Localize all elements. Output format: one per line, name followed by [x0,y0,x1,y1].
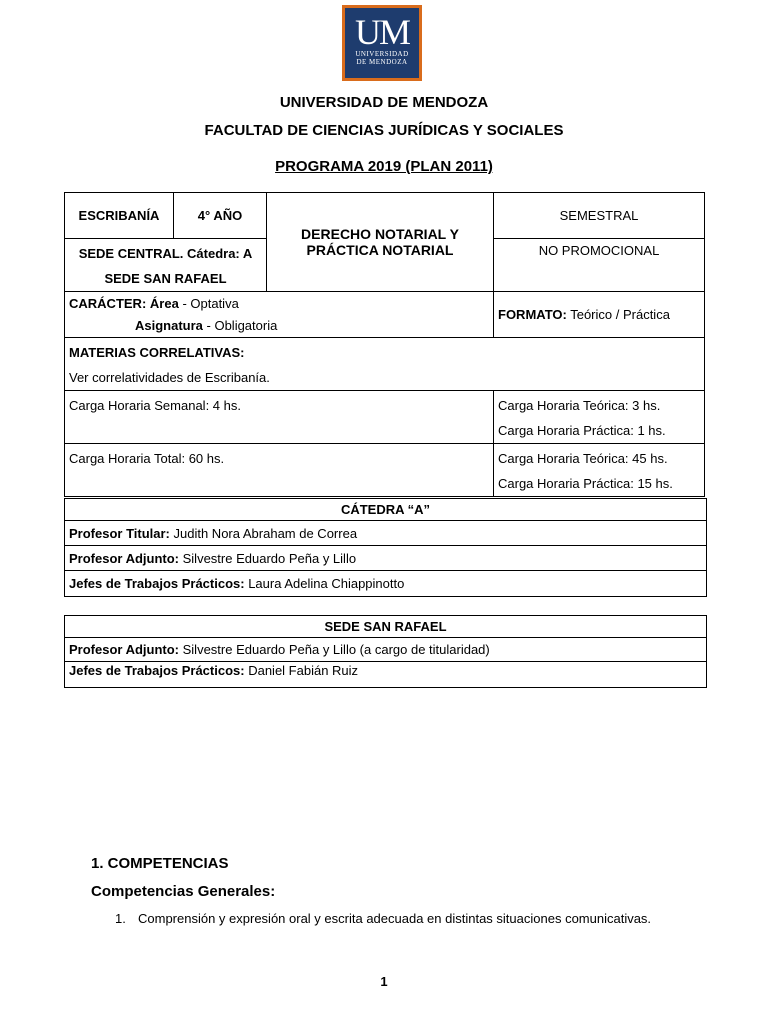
carga-total: Carga Horaria Total: 60 hs. [69,451,225,466]
carga-semanal-cell [65,391,494,444]
sede-cell [65,239,267,292]
university-logo [342,5,422,81]
list-item-text: Comprensión y expresión oral y escrita adecuada en distintas situaciones comunicativas. [138,911,652,926]
jtp-value: Laura Adelina Chiappinotto [244,576,405,591]
sr-jtp-label: Jefes de Trabajos Prácticos: [69,663,245,678]
list-item-number: 1. [115,911,126,926]
asignatura-value: - Obligatoria [202,318,278,333]
san-rafael-title: SEDE SAN RAFAEL [65,616,707,638]
competencias-list [115,909,677,928]
san-rafael-adjunto-row [65,638,707,662]
catedra-a-title: CÁTEDRA “A” [65,499,707,521]
career-cell: ESCRIBANÍA [65,193,174,239]
catedra-a-titular-row [65,521,707,546]
logo-line-1: UNIVERSIDAD [355,50,409,58]
carga-teorica-semanal: Carga Horaria Teórica: 3 hs. [498,398,661,413]
section-subtitle: Competencias Generales: [91,883,276,900]
program-title: PROGRAMA 2019 (PLAN 2011) [275,158,493,175]
course-info-table [64,192,705,497]
san-rafael-table [64,615,707,688]
formato-value: Teórico / Práctica [566,307,670,322]
carga-semanal: Carga Horaria Semanal: 4 hs. [69,398,241,413]
caracter-cell [65,292,494,338]
sede-san-rafael: SEDE SAN RAFAEL [104,271,227,286]
carga-total-cell [65,444,494,497]
catedra-a-adjunto-row [65,546,707,571]
correlativas-cell [65,338,705,391]
sr-jtp-value: Daniel Fabián Ruiz [244,663,359,678]
formato-label: FORMATO: [498,307,567,322]
promotion-cell: NO PROMOCIONAL [494,239,705,292]
correlativas-value: Ver correlatividades de Escribanía. [69,370,270,385]
sr-adjunto-label: Profesor Adjunto: [69,642,180,657]
sr-adjunto-value: Silvestre Eduardo Peña y Lillo (a cargo de titularidad) [179,642,490,657]
titular-label: Profesor Titular: [69,525,170,541]
adjunto-value: Silvestre Eduardo Peña y Lillo [179,550,357,566]
adjunto-label: Profesor Adjunto: [69,550,180,566]
sede-central: SEDE CENTRAL. Cátedra: A [78,246,253,261]
course-name-line-1: DERECHO NOTARIAL Y [301,226,459,242]
course-name-cell [267,193,494,292]
catedra-a-jtp-row [65,571,707,597]
period-cell: SEMESTRAL [494,193,705,239]
carga-semanal-detail-cell [494,391,705,444]
formato-cell [494,292,705,338]
carga-total-detail-cell [494,444,705,497]
jtp-label: Jefes de Trabajos Prácticos: [69,576,245,591]
carga-practica-total: Carga Horaria Práctica: 15 hs. [498,476,673,491]
carga-teorica-total: Carga Horaria Teórica: 45 hs. [498,451,668,466]
caracter-label: CARÁCTER: [69,296,147,311]
carga-practica-semanal: Carga Horaria Práctica: 1 hs. [498,423,666,438]
page-number: 1 [380,974,388,989]
catedra-a-table [64,498,707,597]
asignatura-label: Asignatura [135,318,203,333]
logo-mark: UM [354,12,409,52]
area-value: - Optativa [178,296,239,311]
section-title: 1. COMPETENCIAS [91,855,229,872]
correlativas-label: MATERIAS CORRELATIVAS: [69,345,245,360]
titular-value: Judith Nora Abraham de Correa [169,525,358,541]
san-rafael-jtp-row [65,662,707,688]
list-item [115,909,677,928]
course-name-line-2: PRÁCTICA NOTARIAL [306,242,454,258]
logo-line-2: DE MENDOZA [356,58,408,66]
area-label: Área [149,296,179,311]
year-cell: 4° AÑO [174,193,267,239]
university-title: UNIVERSIDAD DE MENDOZA [279,94,489,111]
faculty-title: FACULTAD DE CIENCIAS JURÍDICAS Y SOCIALES [204,122,564,139]
